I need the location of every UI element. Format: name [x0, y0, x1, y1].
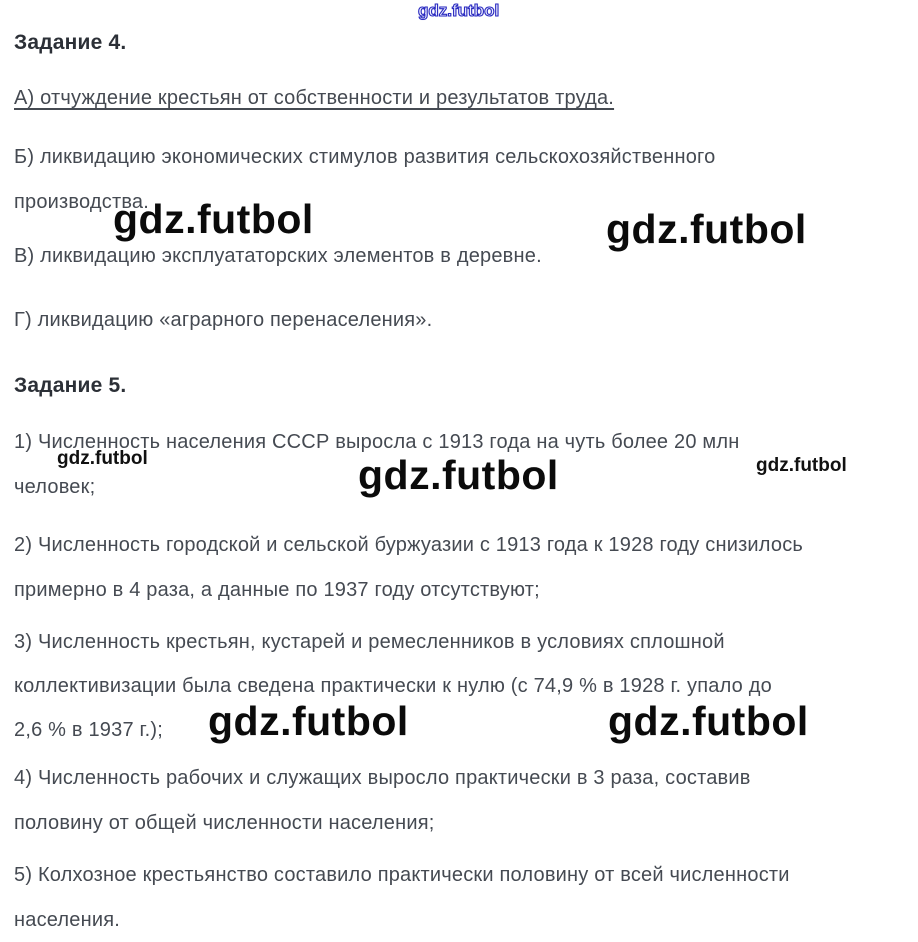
watermark-gdz-futbol-large: gdz.futbol [208, 698, 409, 744]
task5-item-3-line1: 3) Численность крестьян, кустарей и ремесленников в условиях сплошной [14, 631, 725, 653]
task5-item-4-line1: 4) Численность рабочих и служащих выросло практически в 3 раза, составив [14, 767, 751, 789]
task5-item-1-line2: человек; [14, 476, 96, 498]
watermark-gdz-futbol-large: gdz.futbol [113, 196, 314, 242]
task5-item-5-line2: населения. [14, 909, 121, 931]
task4-answer-b [14, 135, 715, 225]
task5-item-1 [14, 420, 739, 510]
task5-heading: Задание 5. [14, 374, 127, 397]
task5-item-5-line1: 5) Колхозное крестьянство составило практически половину от всей численности [14, 864, 790, 886]
task4-answer-a: А) отчуждение крестьян от собственности и результатов труда. [14, 87, 615, 109]
task4-answer-v: В) ликвидацию эксплуататорских элементов в деревне. [14, 245, 542, 267]
task5-item-2-line2: примерно в 4 раза, а данные по 1937 году отсутствуют; [14, 579, 540, 601]
watermark-gdz-futbol-small: gdz.futbol [756, 455, 847, 476]
watermark-gdz-futbol-large: gdz.futbol [608, 698, 809, 744]
watermark-gdz-futbol-large: gdz.futbol [358, 452, 559, 498]
task5-item-5 [14, 853, 790, 942]
task5-item-1-line1: 1) Численность населения СССР выросла с 1913 года на чуть более 20 млн [14, 431, 740, 453]
watermark-gdz-futbol-small: gdz.futbol [57, 448, 148, 469]
task4-answer-b-line1: Б) ликвидацию экономических стимулов развития сельскохозяйственного [14, 146, 716, 168]
watermark-gdz-futbol-top: gdz.futbol [418, 1, 500, 20]
task5-item-3-line2: коллективизации была сведена практически к нулю (с 74,9 % в 1928 г. упало до [14, 675, 772, 697]
task5-item-3-line3: 2,6 % в 1937 г.); [14, 719, 163, 741]
task5-item-3 [14, 620, 772, 752]
watermark-gdz-futbol-large: gdz.futbol [606, 206, 807, 252]
task4-answer-b-line2: производства. [14, 191, 150, 213]
task4-answer-g: Г) ликвидацию «аграрного перенаселения». [14, 309, 433, 331]
task5-item-4 [14, 756, 751, 846]
task4-heading: Задание 4. [14, 31, 127, 54]
task5-item-2-line1: 2) Численность городской и сельской буржуазии с 1913 года к 1928 году снизилось [14, 534, 804, 556]
task5-item-4-line2: половину от общей численности населения; [14, 812, 435, 834]
task5-item-2 [14, 523, 803, 613]
